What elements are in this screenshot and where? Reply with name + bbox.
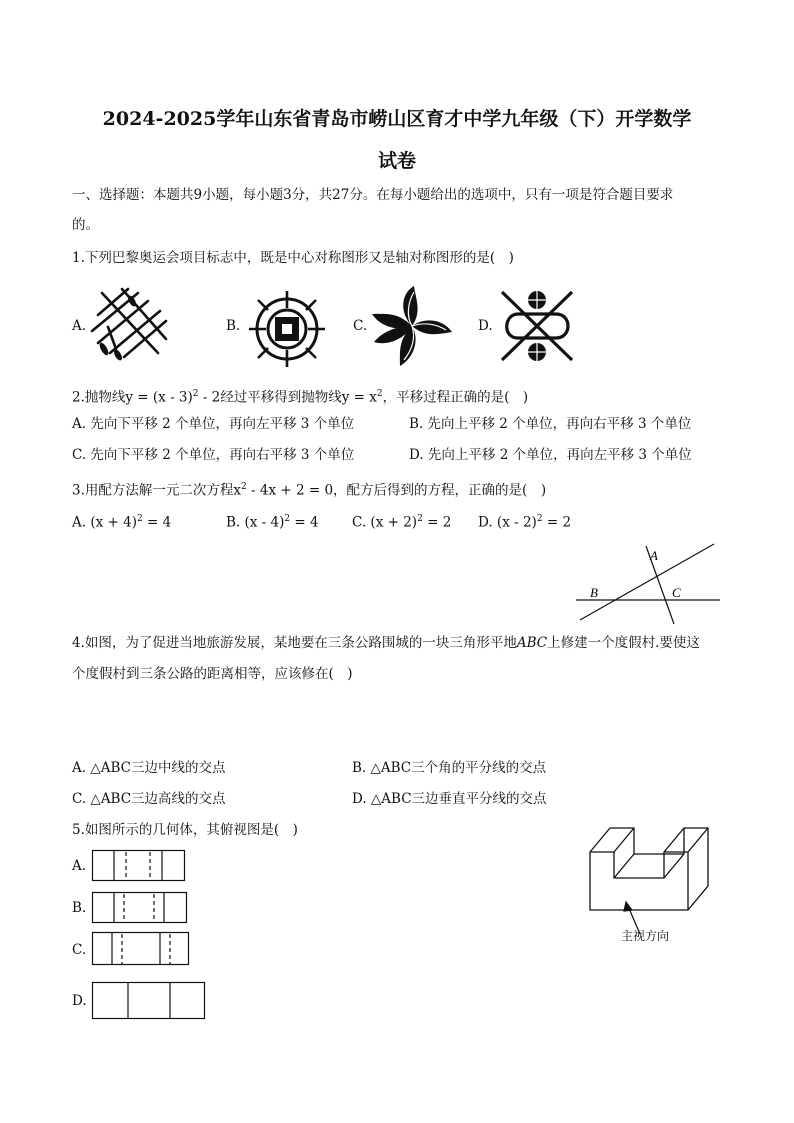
- vertex-label-c: C: [672, 585, 681, 600]
- q3-option-d[interactable]: D. (x - 2)$^2$ = 2: [478, 514, 572, 531]
- vertex-label-b: B: [590, 585, 598, 600]
- section-heading: 一、选择题：本题共9小题，每小题3分，共27分。在每小题给出的选项中，只有一项是符合题目要求: [72, 187, 674, 203]
- q2-option-c[interactable]: C. 先向下平移 2 个单位，再向右平移 3 个单位: [72, 447, 355, 463]
- q5-option-a-label: A.: [72, 858, 87, 874]
- q4-option-b[interactable]: B. △ABC三个角的平分线的交点: [352, 760, 547, 776]
- q4-stem: 4.如图，为了促进当地旅游发展，某地要在三条公路围城的一块三角形平地ABC上修建一个度假村.要使这: [72, 635, 700, 651]
- q2-option-a[interactable]: A. 先向下平移 2 个单位，再向左平移 3 个单位: [72, 416, 355, 432]
- section-heading-line2: 的。: [72, 217, 99, 233]
- q1-option-c-label: C.: [353, 318, 368, 334]
- q1-option-d-label: D.: [478, 318, 493, 334]
- q2-option-b[interactable]: B. 先向上平移 2 个单位，再向右平移 3 个单位: [409, 416, 692, 432]
- top-view-option-c[interactable]: [92, 932, 190, 966]
- top-view-option-b[interactable]: [92, 892, 188, 924]
- q5-option-c-label: C.: [72, 942, 87, 958]
- q3-option-c[interactable]: C. $(x + 2)^2 = 2$: [352, 514, 452, 531]
- page-title: 2024-2025学年山东省青岛市崂山区育才中学九年级（下）开学数学: [102, 108, 692, 130]
- q5-stem: 5.如图所示的几何体，其俯视图是( ): [72, 822, 298, 838]
- q4-option-c[interactable]: C. △ABC三边高线的交点: [72, 791, 226, 807]
- q4-option-d[interactable]: D. △ABC三边垂直平分线的交点: [352, 791, 547, 807]
- page-title-line2: 试卷: [377, 150, 416, 172]
- basketball-knot-icon: [498, 288, 576, 364]
- q1-option-b-label: B.: [226, 318, 241, 334]
- q1-stem: 1.下列巴黎奥运会项目标志中，既是中心对称图形又是轴对称图形的是( ): [72, 250, 514, 266]
- q2-option-d[interactable]: D. 先向上平移 2 个单位，再向左平移 3 个单位: [409, 447, 692, 463]
- triangle-roads-figure: [574, 540, 724, 624]
- q3-option-b[interactable]: B. (x - 4)$^2$ = 4: [226, 514, 319, 531]
- shooting-target-icon: [248, 290, 326, 368]
- q3-stem: 3.用配方法解一元二次方程$x^2 - 4x + 2 = 0$，配方后得到的方程，正确的是( ): [72, 482, 547, 499]
- view-direction-label: 主视方向: [621, 929, 670, 943]
- vertex-label-a: A: [650, 548, 658, 563]
- q3-option-a[interactable]: A. $(x + 4)^2 = 4$: [72, 514, 172, 531]
- q5-option-b-label: B.: [72, 900, 87, 916]
- q1-option-a-label: A.: [72, 318, 87, 334]
- q4-option-a[interactable]: A. △ABC三边中线的交点: [72, 760, 226, 776]
- q5-option-d-label: D.: [72, 993, 87, 1009]
- rowing-icon: [88, 287, 168, 359]
- top-view-option-a[interactable]: [92, 850, 186, 882]
- flower-pinwheel-icon: [370, 284, 454, 368]
- top-view-option-d[interactable]: [92, 982, 206, 1020]
- q2-stem: 2.抛物线y = (x - 3)$^2$ - 2经过平移得到抛物线$y = x^2$，平移过程正确的是( ): [72, 389, 529, 406]
- q4-stem-line2: 个度假村到三条公路的距离相等，应该修在( ): [72, 666, 353, 682]
